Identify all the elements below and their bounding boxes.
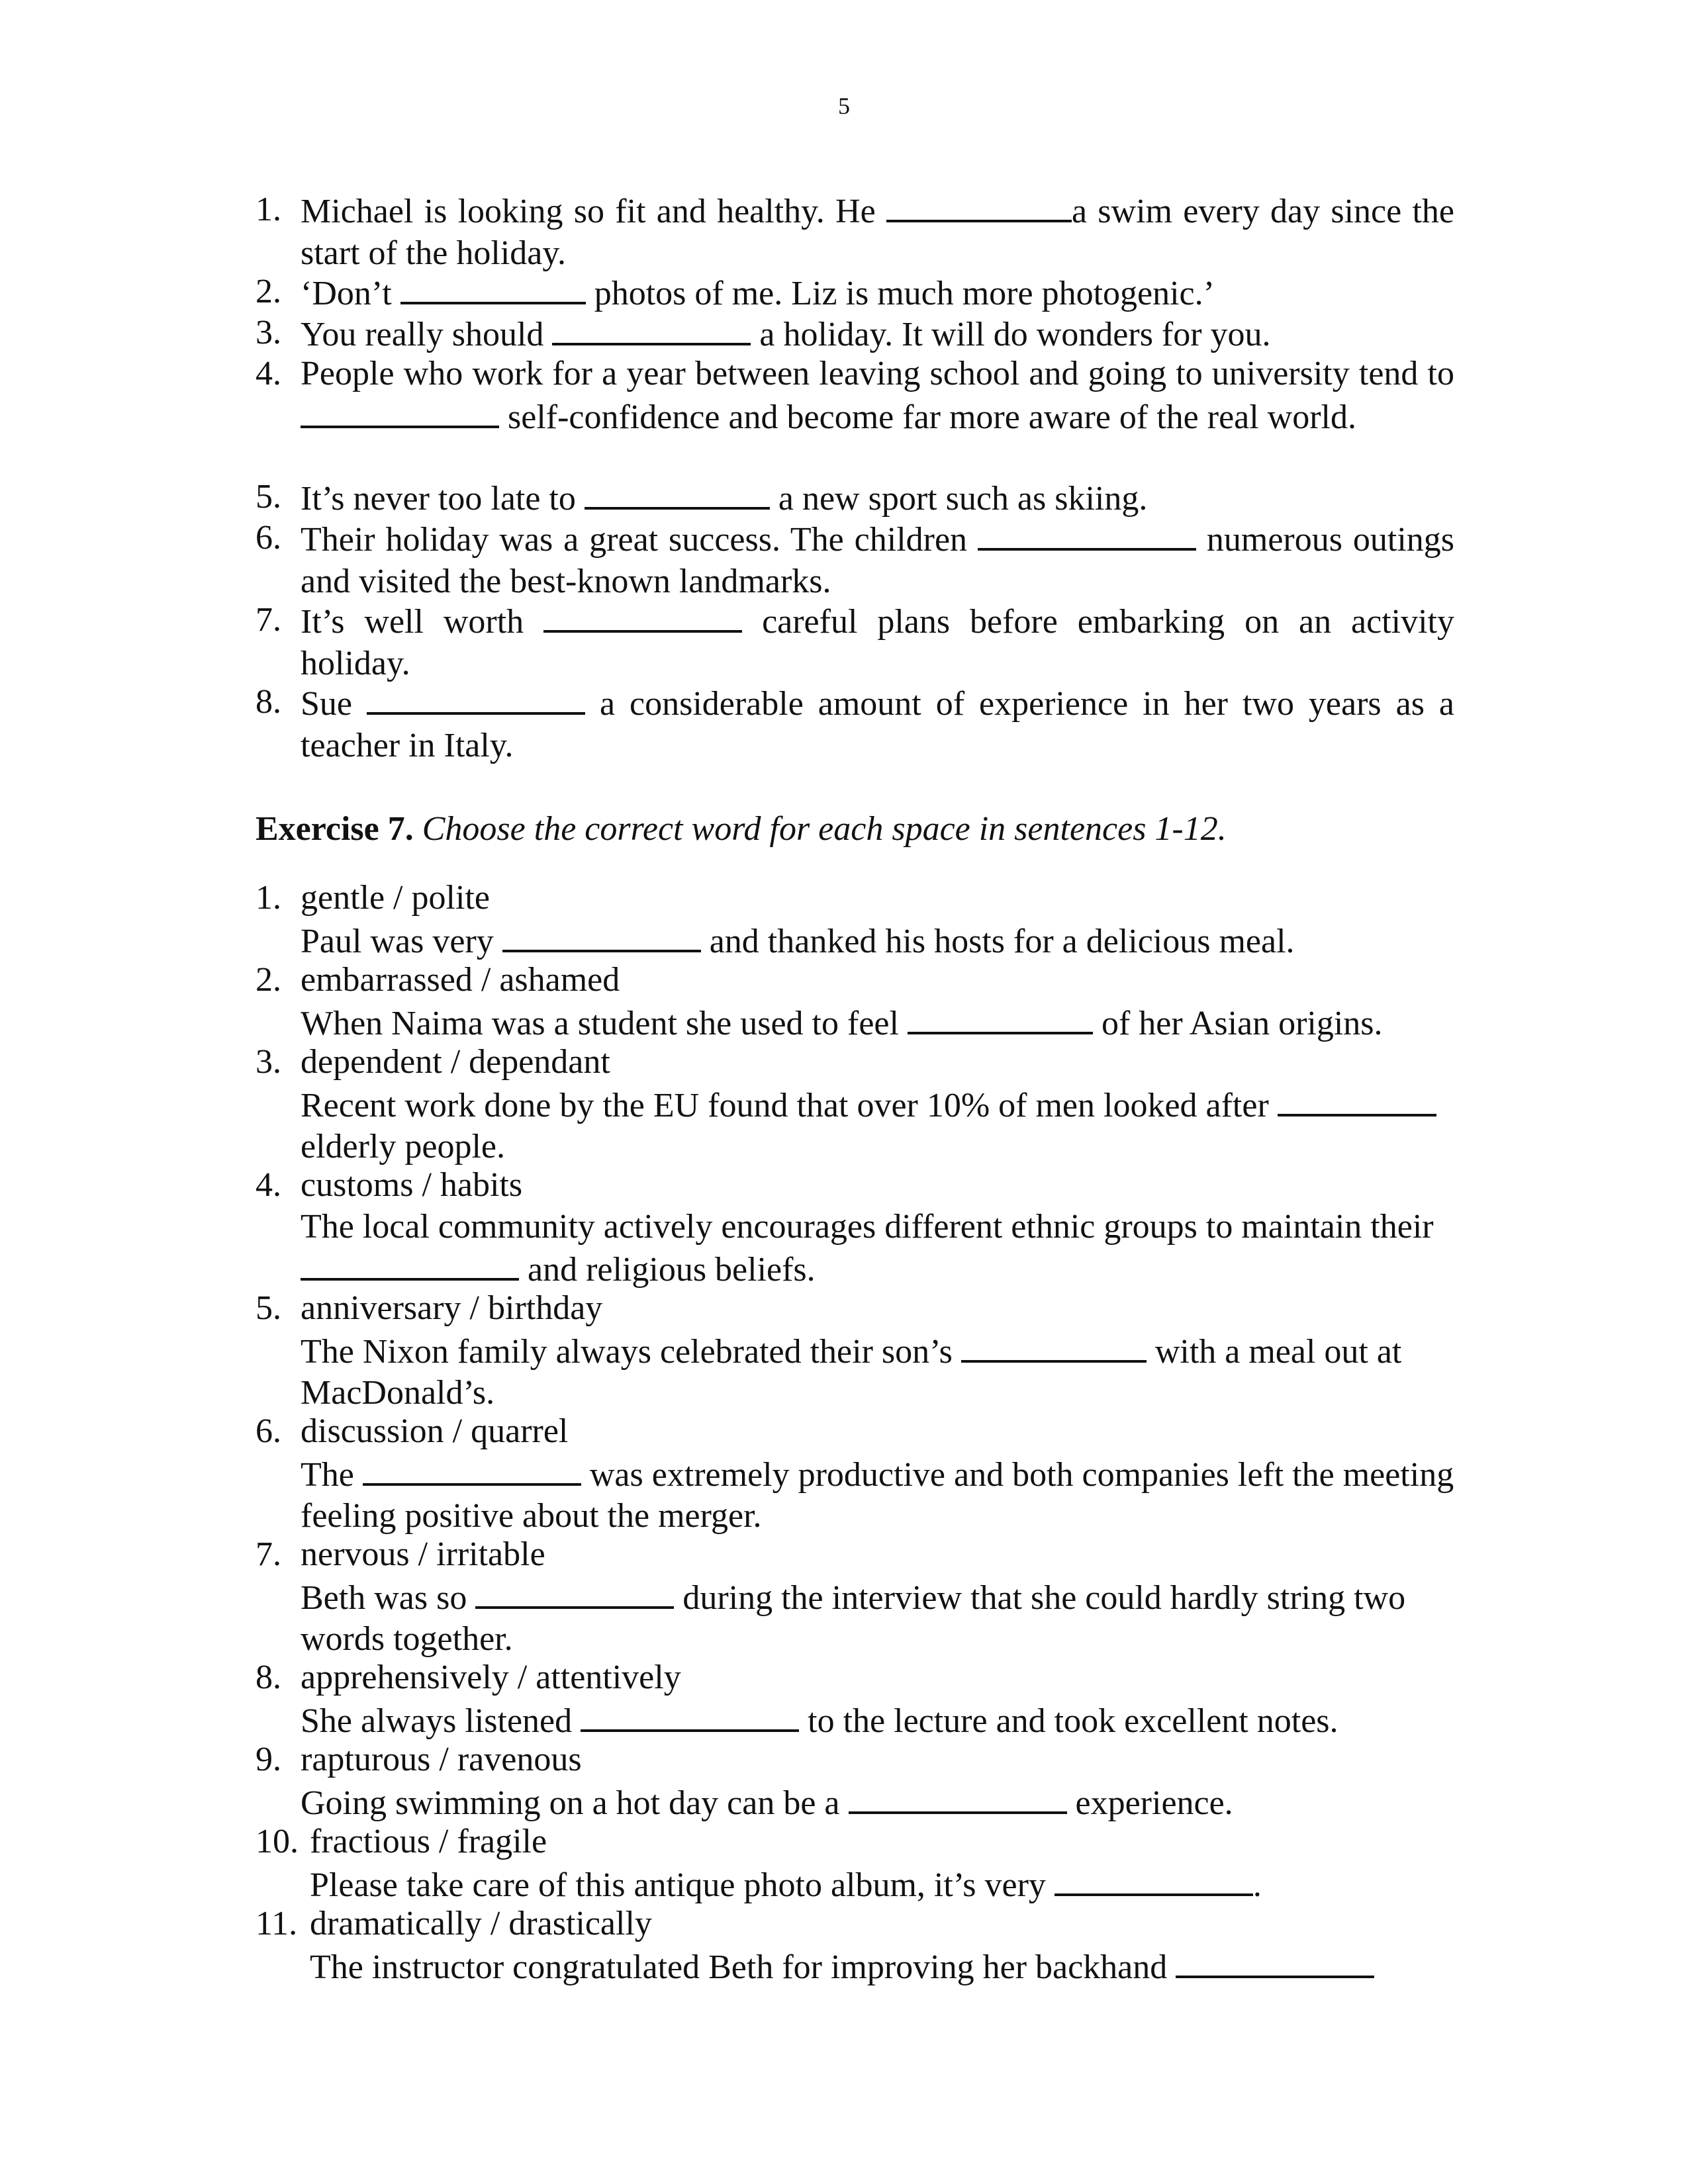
answer-blank[interactable]: [475, 1576, 674, 1609]
item-number: 2.: [256, 961, 281, 999]
exercise-instruction: Choose the correct word for each space in sentences 1-12.: [422, 810, 1227, 848]
item-sentence: People who work for a year between leaving school and going to university tend to self-confidence and become far more aware of the real world.: [301, 355, 1454, 436]
answer-blank[interactable]: [367, 682, 585, 715]
item-sentence: The was extremely productive and both companies left the meeting feeling positive about the merger.: [301, 1453, 1454, 1537]
item-sentence: The local community actively encourages different ethnic groups to maintain their and religious beliefs.: [301, 1207, 1434, 1289]
item-number: 8.: [256, 683, 281, 721]
item-content: [301, 1411, 1454, 1537]
answer-blank[interactable]: [581, 1699, 799, 1732]
word-options: fractious / fragile: [310, 1823, 547, 1860]
answer-blank[interactable]: [552, 312, 751, 345]
item-number: 7.: [256, 601, 281, 639]
answer-blank[interactable]: [502, 919, 701, 952]
item-number: 4.: [256, 355, 281, 392]
item-number: 3.: [256, 1043, 281, 1081]
item-number: 1.: [256, 191, 281, 228]
item-sentence: The instructor congratulated Beth for improving her backhand: [310, 1945, 1455, 1989]
exercise-7-heading: [256, 809, 1227, 850]
item-number: 10.: [256, 1823, 299, 1860]
item-sentence: Going swimming on a hot day can be a experience.: [301, 1781, 1454, 1825]
item-sentence: She always listened to the lecture and took excellent notes.: [301, 1699, 1454, 1743]
item-content: [301, 1165, 1454, 1291]
answer-blank[interactable]: [543, 600, 742, 633]
item-number: 3.: [256, 314, 281, 351]
item-sentence: ‘Don’t photos of me. Liz is much more photogenic.’: [301, 271, 1454, 315]
answer-blank[interactable]: [978, 518, 1196, 551]
word-options: rapturous / ravenous: [301, 1741, 582, 1778]
item-sentence: Recent work done by the EU found that over 10% of men looked after elderly people.: [301, 1083, 1454, 1168]
answer-blank[interactable]: [363, 1453, 581, 1486]
item-sentence: It’s never too late to a new sport such as skiing.: [301, 477, 1454, 520]
word-options: embarrassed / ashamed: [301, 961, 620, 999]
word-options: discussion / quarrel: [301, 1412, 569, 1450]
word-options: apprehensively / attentively: [301, 1659, 681, 1696]
item-number: 5.: [256, 1289, 281, 1327]
word-options: nervous / irritable: [301, 1535, 545, 1573]
item-number: 4.: [256, 1166, 281, 1204]
item-sentence: Paul was very and thanked his hosts for a delicious meal.: [301, 919, 1454, 963]
word-options: dramatically / drastically: [310, 1905, 652, 1942]
word-options: anniversary / birthday: [301, 1289, 603, 1327]
answer-blank[interactable]: [1278, 1083, 1436, 1116]
item-number: 11.: [256, 1905, 298, 1942]
item-content: [301, 1288, 1454, 1414]
item-sentence: Their holiday was a great success. The children numerous outings and visited the best-known landmarks.: [301, 518, 1454, 602]
word-options: gentle / polite: [301, 879, 490, 917]
item-content: [301, 878, 1454, 962]
item-sentence: Beth was so during the interview that she could hardly string two words together.: [301, 1576, 1454, 1661]
item-sentence: You really should a holiday. It will do wonders for you.: [301, 312, 1454, 356]
answer-blank[interactable]: [886, 189, 1072, 222]
item-number: 5.: [256, 478, 281, 516]
item-number: 2.: [256, 273, 281, 310]
answer-blank[interactable]: [1055, 1863, 1253, 1896]
answer-blank[interactable]: [1176, 1945, 1374, 1978]
item-sentence: Michael is looking so fit and healthy. He a swim every day since the start of the holiday.: [301, 189, 1454, 274]
item-sentence: Sue a considerable amount of experience in her two years as a teacher in Italy.: [301, 682, 1454, 766]
answer-blank[interactable]: [301, 395, 499, 428]
word-options: customs / habits: [301, 1166, 523, 1204]
answer-blank[interactable]: [400, 271, 586, 304]
item-sentence: Please take care of this antique photo album, it’s very .: [310, 1863, 1455, 1907]
item-content: [301, 1534, 1454, 1661]
item-content: [301, 960, 1454, 1044]
answer-blank[interactable]: [908, 1001, 1093, 1034]
item-sentence: The Nixon family always celebrated their son’s with a meal out at MacDonald’s.: [301, 1330, 1454, 1414]
answer-blank[interactable]: [585, 477, 770, 510]
item-content: [310, 1821, 1455, 1906]
item-number: 6.: [256, 1412, 281, 1450]
word-options: dependent / dependant: [301, 1043, 610, 1081]
answer-blank[interactable]: [961, 1330, 1147, 1363]
item-sentence: It’s well worth careful plans before embarking on an activity holiday.: [301, 600, 1454, 684]
page-number: 5: [838, 93, 850, 119]
item-number: 9.: [256, 1741, 281, 1778]
item-number: 6.: [256, 519, 281, 557]
item-content: [301, 1042, 1454, 1168]
item-number: 1.: [256, 879, 281, 917]
item-sentence: When Naima was a student she used to feel of her Asian origins.: [301, 1001, 1454, 1045]
exercise-label: Exercise 7.: [256, 810, 414, 848]
answer-blank[interactable]: [301, 1248, 519, 1281]
item-content: [301, 1657, 1454, 1742]
item-number: 7.: [256, 1535, 281, 1573]
item-number: 8.: [256, 1659, 281, 1696]
item-content: [310, 1903, 1455, 1988]
answer-blank[interactable]: [849, 1781, 1067, 1814]
item-content: [301, 1739, 1454, 1824]
